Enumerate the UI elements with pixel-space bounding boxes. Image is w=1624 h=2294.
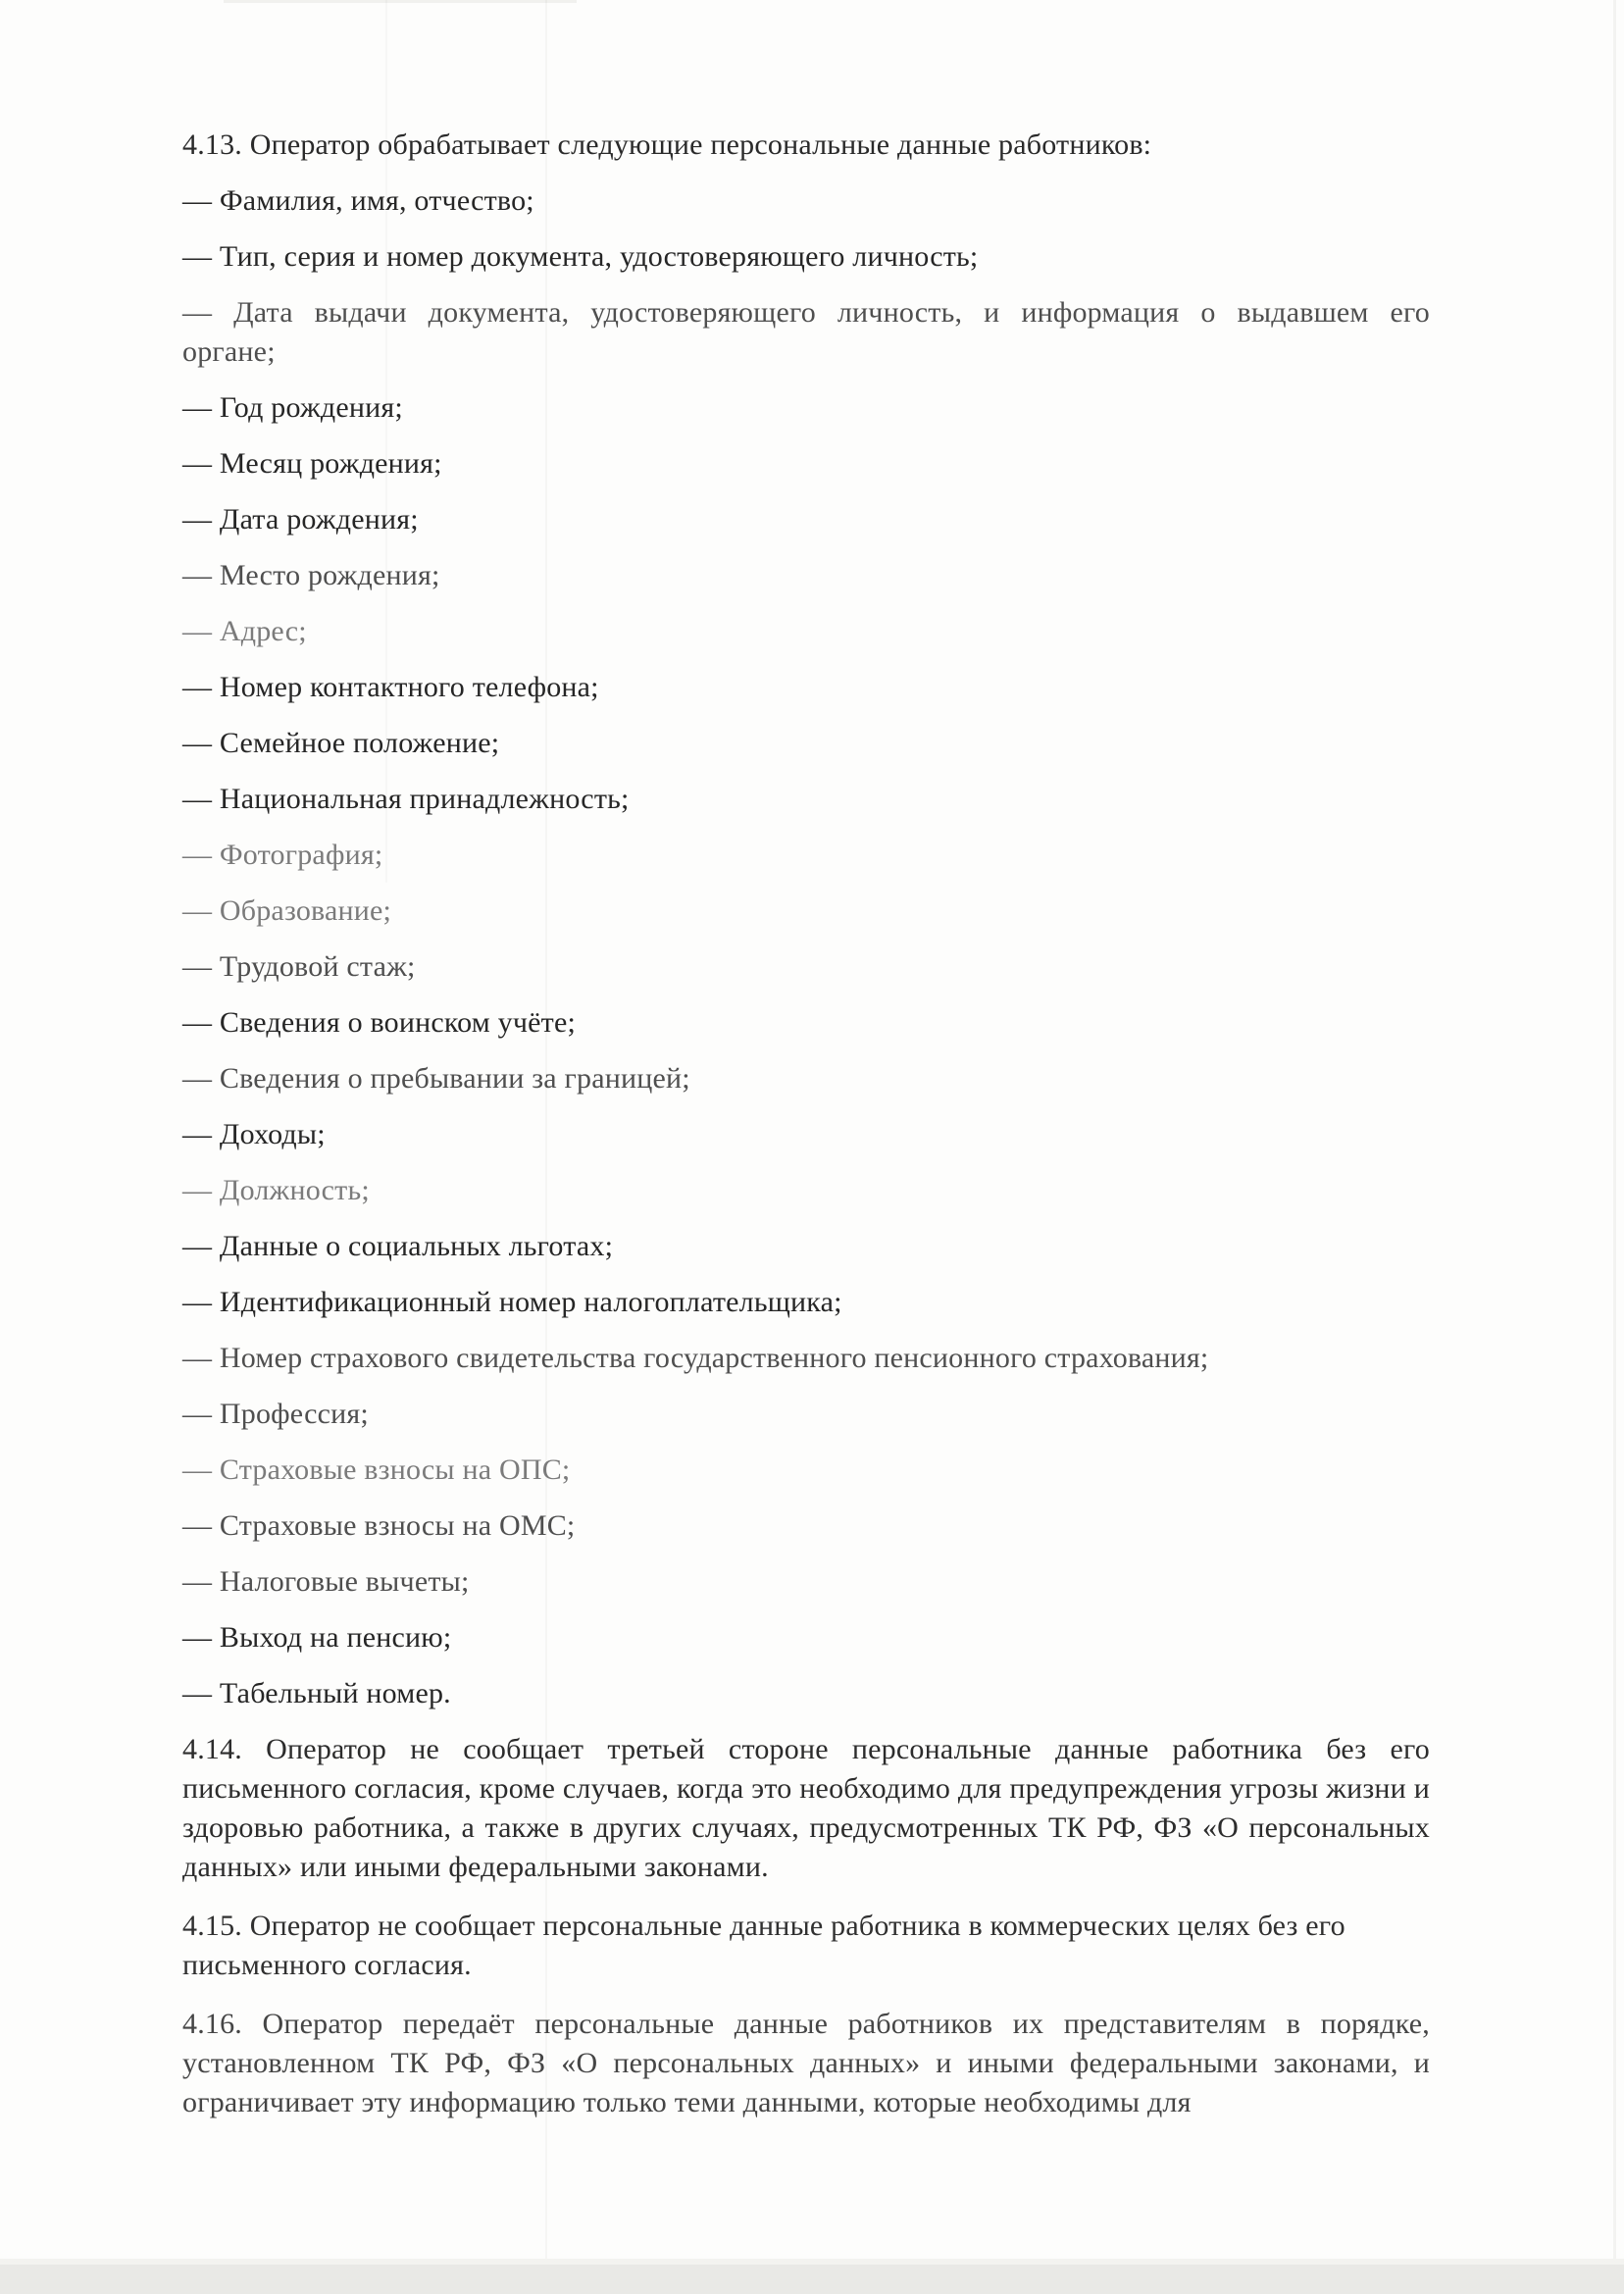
list-item: — Номер контактного телефона; xyxy=(182,671,599,703)
list-item: — Дата выдачи документа, удостоверяющего личность, и информация о выдавшем его органе; xyxy=(182,296,1430,368)
list-item: — Профессия; xyxy=(182,1398,369,1430)
list-item: — Фамилия, имя, отчество; xyxy=(182,184,534,217)
list-item: — Тип, серия и номер документа, удостоверяющего личность; xyxy=(182,240,979,273)
list-item: — Месяц рождения; xyxy=(182,447,442,480)
list-item: — Дата рождения; xyxy=(182,503,419,535)
paragraph-4-13: 4.13. Оператор обрабатывает следующие персональные данные работников: xyxy=(182,128,1152,161)
list-item: — Доходы; xyxy=(182,1118,326,1150)
list-item: — Данные о социальных льготах; xyxy=(182,1230,614,1262)
scan-edge-artifact-top xyxy=(224,0,577,3)
scan-edge-shadow-right xyxy=(1613,0,1616,2263)
list-item: — Страховые взносы на ОМС; xyxy=(182,1509,576,1542)
list-item: — Место рождения; xyxy=(182,559,440,591)
list-item: — Семейное положение; xyxy=(182,727,500,759)
list-item: — Номер страхового свидетельства государственного пенсионного страхования; xyxy=(182,1342,1209,1374)
personal-data-list xyxy=(182,181,1430,1713)
scanner-bottom-band xyxy=(0,2259,1624,2294)
list-item: — Табельный номер. xyxy=(182,1677,451,1709)
list-item: — Национальная принадлежность; xyxy=(182,783,630,815)
list-item: — Должность; xyxy=(182,1174,370,1206)
list-item: — Выход на пенсию; xyxy=(182,1621,452,1654)
list-item: — Сведения о воинском учёте; xyxy=(182,1006,577,1039)
list-item: — Образование; xyxy=(182,894,392,927)
paragraph-4-15: 4.15. Оператор не сообщает персональные данные работника в коммерческих целях без его письменного согласия. xyxy=(182,1910,1345,1981)
list-item: — Год рождения; xyxy=(182,391,403,424)
list-item: — Адрес; xyxy=(182,615,307,647)
paragraph-4-14: 4.14. Оператор не сообщает третьей стороне персональные данные работника без его письменного согласия, кроме случаев, когда это необходимо для предупреждения угрозы жизни и здоровью работника, а также в других случаях, предусмотренных ТК РФ, ФЗ «О персональных данных» или иными федеральными законами. xyxy=(182,1733,1430,1883)
list-item: — Трудовой стаж; xyxy=(182,950,416,983)
list-item: — Сведения о пребывании за границей; xyxy=(182,1062,690,1095)
list-item: — Идентификационный номер налогоплательщика; xyxy=(182,1286,842,1318)
list-item: — Налоговые вычеты; xyxy=(182,1565,470,1598)
list-item: — Фотография; xyxy=(182,839,383,871)
document-text-block xyxy=(182,126,1430,2142)
list-item: — Страховые взносы на ОПС; xyxy=(182,1453,571,1486)
paragraph-4-16: 4.16. Оператор передаёт персональные данные работников их представителям в порядке, установленном ТК РФ, ФЗ «О персональных данных» и иными федеральными законами, и ограничивает эту информацию только теми данными, которые необходимы для xyxy=(182,2008,1430,2118)
